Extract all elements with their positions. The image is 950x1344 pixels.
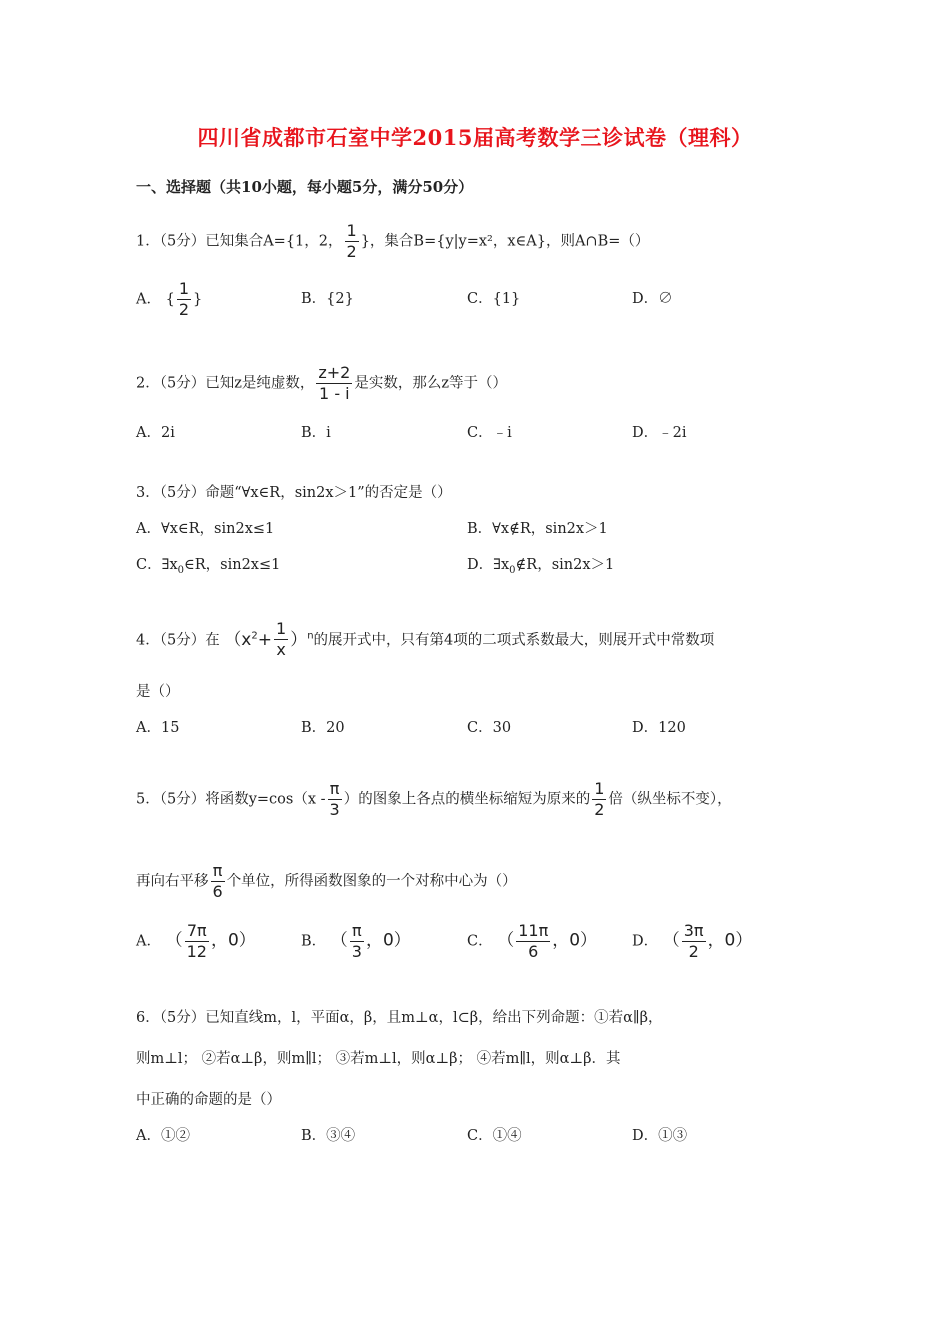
fraction: $\frac{11\pi}{6}$ bbox=[518, 921, 549, 961]
question-1-option-d: D．∅ bbox=[632, 291, 673, 307]
question-4-option-b: B．20 bbox=[301, 720, 345, 736]
fraction: $\frac{\pi}{3}$ bbox=[351, 921, 362, 961]
question-4-stem-continued: 是（） bbox=[136, 684, 180, 700]
question-3-option-b: B．∀x∉R，sin2x＞1 bbox=[467, 521, 608, 537]
fraction: $\frac{z+2}{1 - i}$ bbox=[318, 363, 351, 403]
question-6-option-a: A．①② bbox=[136, 1128, 190, 1144]
question-3-stem: 3．（5分）命题“∀x∈R，sin2x＞1”的否定是（） bbox=[136, 485, 452, 501]
question-6-stem-line-3: 中正确的命题的是（） bbox=[136, 1092, 281, 1108]
fraction: $\frac{1}{2}$ bbox=[178, 279, 190, 319]
question-4-stem: 4．（5分）在 （$x^2+$ $\frac{1}{x}$ ）$^n$的展开式中，只有第4项的二项式系数最大，则展开式中常数项 bbox=[136, 619, 715, 659]
question-5-option-d: D． （ $\frac{3\pi}{2}$ ，0） bbox=[632, 921, 753, 961]
question-1-stem: 1．（5分）已知集合A={1，2， $\frac{1}{2}$ }，集合B={y|y=x²，x∈A}，则A∩B=（） bbox=[136, 221, 650, 261]
question-2-option-d: D．﹣2i bbox=[632, 425, 687, 441]
question-1-option-b: B．{2} bbox=[301, 291, 354, 307]
question-2-stem: 2．（5分）已知z是纯虚数， $\frac{z+2}{1 - i}$ 是实数，那么z等于（） bbox=[136, 363, 507, 403]
section-heading: 一、选择题（共10小题，每小题5分，满分50分） bbox=[136, 178, 474, 196]
question-4-option-c: C．30 bbox=[467, 720, 512, 736]
fraction: $\frac{\pi}{3}$ bbox=[329, 779, 340, 819]
question-4-option-a: A．15 bbox=[136, 720, 180, 736]
fraction: $\frac{\pi}{6}$ bbox=[212, 861, 223, 901]
fraction: $\frac{1}{2}$ bbox=[594, 779, 605, 819]
question-6-stem-line-2: 则m⊥l； ②若α⊥β，则m∥l； ③若m⊥l，则α⊥β； ④若m∥l，则α⊥β．其 bbox=[136, 1051, 621, 1067]
binomial-expression: （$x^2+$ $\frac{1}{x}$ ）$^n$ bbox=[224, 619, 314, 659]
question-6-option-c: C．①④ bbox=[467, 1128, 522, 1144]
question-5-option-b: B． （ $\frac{\pi}{3}$ ，0） bbox=[301, 921, 411, 961]
fraction: $\frac{7\pi}{12}$ bbox=[186, 921, 207, 961]
question-2-option-b: B．i bbox=[301, 425, 331, 441]
question-3-option-d: D．$\exists x_0\notin R$，sin2x＞1 bbox=[467, 557, 615, 576]
question-1-option-c: C．{1} bbox=[467, 291, 521, 307]
fraction: $\frac{1}{2}$ bbox=[346, 221, 357, 261]
question-5-option-c: C． （ $\frac{11\pi}{6}$ ，0） bbox=[467, 921, 598, 961]
question-5-stem: 5．（5分）将函数y=cos（x - $\frac{\pi}{3}$ ）的图象上各点的横坐标缩短为原来的 $\frac{1}{2}$ 倍（纵坐标不变）， bbox=[136, 779, 732, 819]
question-6-option-d: D．①③ bbox=[632, 1128, 688, 1144]
question-6-option-b: B．③④ bbox=[301, 1128, 356, 1144]
question-1-option-a: A． { $\frac{1}{2}$ } bbox=[136, 279, 203, 319]
fraction: $\frac{1}{x}$ bbox=[276, 619, 287, 659]
question-5-stem-continued: 再向右平移 $\frac{\pi}{6}$ 个单位，所得函数图象的一个对称中心为（） bbox=[136, 861, 517, 901]
question-3-option-c: C．$\exists x_0\in R$，sin2x≤1 bbox=[136, 557, 281, 576]
question-2-option-a: A．2i bbox=[136, 425, 175, 441]
question-4-option-d: D．120 bbox=[632, 720, 686, 736]
question-6-stem: 6．（5分）已知直线m，l，平面α，β，且m⊥α，l⊂β，给出下列命题：①若α∥β， bbox=[136, 1010, 663, 1026]
page-title: 四川省成都市石室中学2015届高考数学三诊试卷（理科） bbox=[197, 125, 753, 150]
fraction: $\frac{3\pi}{2}$ bbox=[683, 921, 704, 961]
question-5-option-a: A． （ $\frac{7\pi}{12}$ ，0） bbox=[136, 921, 256, 961]
question-3-option-a: A．∀x∈R，sin2x≤1 bbox=[136, 521, 275, 537]
question-2-option-c: C．﹣i bbox=[467, 425, 512, 441]
